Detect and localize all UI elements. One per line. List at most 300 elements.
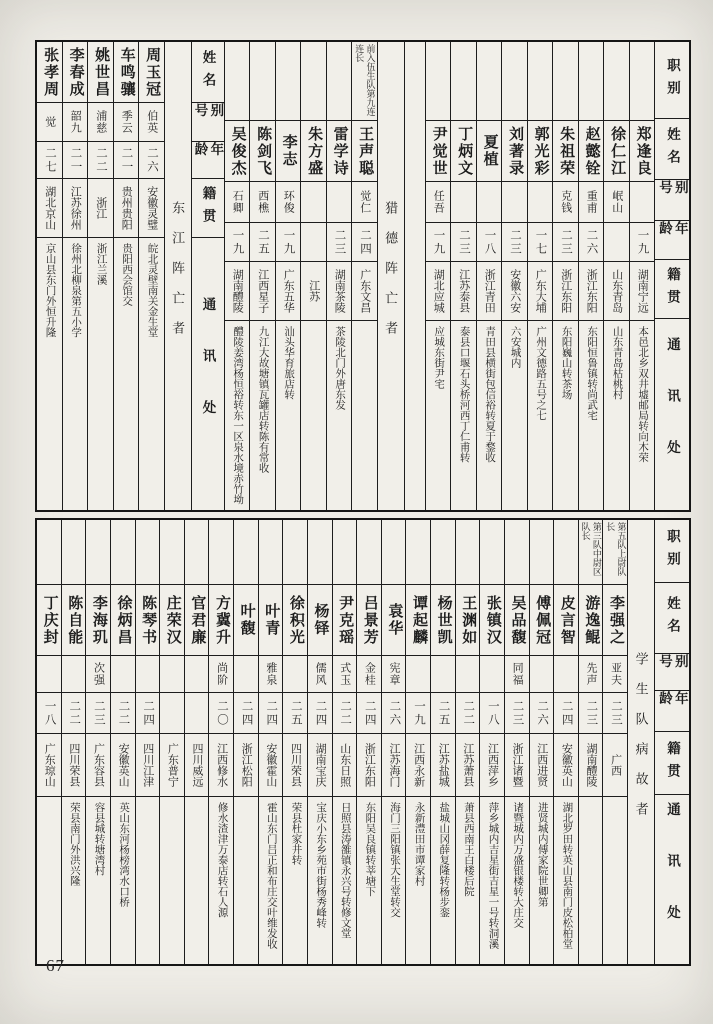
- origin-cell: 江西星子: [250, 262, 275, 321]
- header-age-label: 年龄: [655, 691, 689, 732]
- person-column-方冀升: [208, 520, 233, 964]
- address-cell: 容县城转塘湾村: [93, 802, 105, 876]
- age-cell: [301, 223, 326, 262]
- origin-cell: 江苏海门: [382, 734, 406, 797]
- address-cell: 诸暨城内万盛银楼转大庄交: [512, 802, 524, 928]
- origin-cell: 广西: [603, 734, 627, 797]
- name-cell: 尹克瑶: [333, 585, 357, 656]
- name-cell: 徐仁江: [604, 121, 629, 182]
- alias-cell: [62, 656, 86, 693]
- address-cell: 贵阳西会馆交: [121, 243, 133, 306]
- role-cell: [456, 520, 480, 585]
- name-cell: 夏植: [477, 121, 502, 182]
- origin-cell: 浙江: [88, 179, 113, 238]
- header-origin-label: 籍贯: [655, 260, 689, 319]
- name-cell: 丁炳文: [451, 121, 476, 182]
- name-cell: 郑逢良: [630, 121, 655, 182]
- origin-cell: 浙江东阳: [553, 262, 578, 321]
- address-cell: 东阳恒鲁镇转尚武宅: [586, 326, 598, 421]
- age-cell: [160, 693, 184, 734]
- address-cell: 京山县东门外恒升隆: [44, 243, 56, 338]
- age-cell: 二三: [502, 223, 527, 262]
- header-name-label: 姓名: [192, 42, 224, 103]
- address-cell: [160, 797, 184, 964]
- person-column-姚世昌: [87, 42, 113, 510]
- person-column-朱方盛: [300, 42, 326, 510]
- age-cell: 二三: [603, 693, 627, 734]
- role-cell: [301, 42, 326, 121]
- person-column-李春成: [62, 42, 88, 510]
- address-cell: 海门三阳镇张大生堂转交: [388, 802, 400, 918]
- person-column-叶青: [258, 520, 283, 964]
- address-cell: 皖北灵壁南关金生堂: [146, 243, 158, 338]
- name-cell: 朱方盛: [301, 121, 326, 182]
- header-age-label: 年龄: [192, 142, 224, 179]
- section-divider-label: 猎德阵亡者: [383, 201, 399, 351]
- alias-cell: 季云: [114, 103, 139, 142]
- person-column-王声聪: [351, 42, 377, 510]
- address-cell: 汕头华育旅店转: [283, 326, 295, 400]
- person-column-庄荣汉: [159, 520, 184, 964]
- age-cell: 二四: [259, 693, 283, 734]
- alias-cell: [37, 656, 61, 693]
- age-cell: 二一: [63, 142, 88, 179]
- person-column-夏植: [476, 42, 502, 510]
- age-cell: 二四: [234, 693, 258, 734]
- address-cell: 徐州北柳泉第五小学: [70, 243, 82, 338]
- person-column-叶馥: [233, 520, 258, 964]
- age-cell: 一九: [426, 223, 451, 262]
- name-cell: 袁华: [382, 585, 406, 656]
- name-cell: 官君廉: [185, 585, 209, 656]
- origin-cell: 安徽六安: [502, 262, 527, 321]
- name-cell: 李志: [276, 121, 301, 182]
- address-cell: [579, 797, 603, 964]
- person-column-赵懿铨: [578, 42, 604, 510]
- address-cell: 浙江兰溪: [95, 243, 107, 285]
- address-cell: [37, 797, 61, 964]
- role-cell: [86, 520, 110, 585]
- origin-cell: 安徽灵璧: [139, 179, 164, 238]
- name-cell: 周玉冠: [139, 42, 164, 103]
- person-column-朱祖荣: [552, 42, 578, 510]
- address-cell: 萧县西南王白楼后院: [462, 802, 474, 897]
- person-column-李强之: [602, 520, 627, 964]
- alias-cell: 儒风: [308, 656, 332, 693]
- address-cell: 霍山东门吕正和布庄交叶维发收: [265, 802, 277, 949]
- role-cell: [431, 520, 455, 585]
- header-name-label: 姓名: [655, 583, 689, 654]
- person-column-徐积光: [282, 520, 307, 964]
- alias-cell: [283, 656, 307, 693]
- alias-cell: 觉: [37, 103, 62, 142]
- page-number: 67: [46, 956, 65, 975]
- person-column-袁华: [381, 520, 406, 964]
- person-column-李海玑: [85, 520, 110, 964]
- alias-cell: 宪章: [382, 656, 406, 693]
- alias-cell: 重甫: [579, 182, 604, 223]
- name-cell: 徐炳昌: [111, 585, 135, 656]
- person-column-李志: [275, 42, 301, 510]
- age-cell: 一九: [225, 223, 250, 262]
- name-cell: 雷学诗: [327, 121, 352, 182]
- role-cell: [357, 520, 381, 585]
- address-cell: 青田县横街包信裕转夏于鍪收: [484, 326, 496, 463]
- address-cell: 进贤城内傅家院世卿第: [536, 802, 548, 907]
- header-name-label: 姓名: [655, 119, 689, 180]
- role-cell: [283, 520, 307, 585]
- alias-cell: 克钱: [553, 182, 578, 223]
- person-column-徐炳昌: [110, 520, 135, 964]
- origin-cell: 广东容县: [86, 734, 110, 797]
- role-cell: [276, 42, 301, 121]
- spacer-column: [404, 42, 425, 510]
- origin-cell: 湖北应城: [426, 262, 451, 321]
- role-cell: 前入伍生队第九连连长: [352, 42, 377, 121]
- alias-cell: 尚阶: [209, 656, 233, 693]
- age-cell: 二六: [382, 693, 406, 734]
- origin-cell: 湖南宝庆: [308, 734, 332, 797]
- name-cell: 车鸣骧: [114, 42, 139, 103]
- lower-roster-table: [35, 518, 691, 966]
- age-cell: 二四: [357, 693, 381, 734]
- name-cell: 方冀升: [209, 585, 233, 656]
- address-cell: 萍乡城内吉星街吉星一号转洞溪: [487, 802, 499, 949]
- person-column-王渊如: [455, 520, 480, 964]
- origin-cell: 江西萍乡: [480, 734, 504, 797]
- role-cell: [382, 520, 406, 585]
- name-cell: 刘著录: [502, 121, 527, 182]
- age-cell: 二二: [62, 693, 86, 734]
- role-cell: [136, 520, 160, 585]
- name-cell: 李强之: [603, 585, 627, 656]
- person-column-陈剑飞: [249, 42, 275, 510]
- address-cell: 荣县杜家井转: [290, 802, 302, 865]
- role-cell: [477, 42, 502, 121]
- name-cell: 王渊如: [456, 585, 480, 656]
- header-column: [191, 42, 224, 510]
- origin-cell: 浙江诸暨: [505, 734, 529, 797]
- address-cell: 泰县口堰石头桥河西丁仁甫转: [458, 326, 470, 463]
- age-cell: 二五: [250, 223, 275, 262]
- role-cell: [553, 42, 578, 121]
- address-cell: 盐城山冈薛复隆转杨步銮: [438, 802, 450, 918]
- origin-cell: 浙江青田: [477, 262, 502, 321]
- name-cell: 谭起麟: [406, 585, 430, 656]
- name-cell: 姚世昌: [88, 42, 113, 103]
- age-cell: 二二: [111, 693, 135, 734]
- person-column-游逸鲲: [578, 520, 603, 964]
- role-cell: [250, 42, 275, 121]
- person-column-吴俊杰: [224, 42, 250, 510]
- role-cell: [333, 520, 357, 585]
- person-column-张孝周: [37, 42, 62, 510]
- age-cell: 一七: [528, 223, 553, 262]
- alias-cell: [451, 182, 476, 223]
- alias-cell: [456, 656, 480, 693]
- name-cell: 王声聪: [352, 121, 377, 182]
- role-cell: [554, 520, 578, 585]
- origin-cell: 浙江东阳: [579, 262, 604, 321]
- alias-cell: [528, 182, 553, 223]
- role-cell: [630, 42, 655, 121]
- age-cell: 二三: [327, 223, 352, 262]
- header-origin-label: 籍贯: [192, 179, 224, 238]
- name-cell: 杨世凯: [431, 585, 455, 656]
- alias-cell: [502, 182, 527, 223]
- origin-cell: 安徽英山: [111, 734, 135, 797]
- age-cell: 二二: [456, 693, 480, 734]
- origin-cell: 山东日照: [333, 734, 357, 797]
- alias-cell: [185, 656, 209, 693]
- origin-cell: 江苏徐州: [63, 179, 88, 238]
- address-cell: 英山东河杨榜湾水口桥: [118, 802, 130, 907]
- origin-cell: 江苏萧县: [456, 734, 480, 797]
- name-cell: 游逸鲲: [579, 585, 603, 656]
- person-column-尹觉世: [425, 42, 451, 510]
- alias-cell: 同福: [505, 656, 529, 693]
- name-cell: 吴俊杰: [225, 121, 250, 182]
- alias-cell: [160, 656, 184, 693]
- name-cell: 陈自能: [62, 585, 86, 656]
- address-cell: [301, 321, 326, 510]
- person-column-皮言智: [553, 520, 578, 964]
- address-cell: 荣县南门外洪兴隆: [68, 802, 80, 886]
- name-cell: 吕景芳: [357, 585, 381, 656]
- age-cell: 二二: [88, 142, 113, 179]
- alias-cell: [234, 656, 258, 693]
- address-cell: 九江大故塘镇瓦罐店转陈有常收: [257, 326, 269, 473]
- origin-cell: 浙江东阳: [357, 734, 381, 797]
- age-cell: 二五: [283, 693, 307, 734]
- role-cell: [185, 520, 209, 585]
- name-cell: 张镇汉: [480, 585, 504, 656]
- section-divider-label: 东江阵亡者: [170, 201, 186, 351]
- name-cell: 皮言智: [554, 585, 578, 656]
- header-alias-label: 别号: [655, 654, 689, 691]
- person-column-车鸣骧: [113, 42, 139, 510]
- age-cell: 二三: [579, 693, 603, 734]
- role-cell: [604, 42, 629, 121]
- origin-cell: 贵州贵阳: [114, 179, 139, 238]
- person-column-陈自能: [61, 520, 86, 964]
- role-cell: 第三队中尉区队长: [579, 520, 603, 585]
- age-cell: 二三: [86, 693, 110, 734]
- origin-cell: 安徽英山: [554, 734, 578, 797]
- alias-cell: 岷山: [604, 182, 629, 223]
- alias-cell: 环俊: [276, 182, 301, 223]
- person-column-吴品馥: [504, 520, 529, 964]
- name-cell: 叶馥: [234, 585, 258, 656]
- alias-cell: [530, 656, 554, 693]
- alias-cell: 先声: [579, 656, 603, 693]
- role-cell: [308, 520, 332, 585]
- origin-cell: 四川威远: [185, 734, 209, 797]
- person-column-丁炳文: [450, 42, 476, 510]
- origin-cell: 四川荣县: [283, 734, 307, 797]
- name-cell: 徐积光: [283, 585, 307, 656]
- role-cell: [528, 42, 553, 121]
- person-column-傅佩冠: [529, 520, 554, 964]
- origin-cell: 江西修水: [209, 734, 233, 797]
- alias-cell: [327, 182, 352, 223]
- alias-cell: [554, 656, 578, 693]
- role-cell: [530, 520, 554, 585]
- header-address-label: 通讯处: [664, 802, 680, 957]
- role-cell: [426, 42, 451, 121]
- age-cell: 二一: [114, 142, 139, 179]
- person-column-周玉冠: [138, 42, 164, 510]
- address-cell: 茶陵北门外唐东发: [334, 326, 346, 410]
- name-cell: 李春成: [63, 42, 88, 103]
- person-column-陈琴书: [135, 520, 160, 964]
- person-column-杨铎: [307, 520, 332, 964]
- origin-cell: 广东大埔: [528, 262, 553, 321]
- origin-cell: 广东五华: [276, 262, 301, 321]
- person-column-尹克瑶: [332, 520, 357, 964]
- section-divider: [627, 520, 654, 964]
- header-role-label: 职别: [655, 520, 689, 583]
- age-cell: 一八: [477, 223, 502, 262]
- address-cell: 东阳巍山转茶场: [560, 326, 572, 400]
- header-address-label: 通讯处: [200, 296, 216, 452]
- name-cell: 陈琴书: [136, 585, 160, 656]
- header-age-label: 年龄: [655, 221, 689, 260]
- address-cell: 修水渣津万泰店转石人源: [216, 802, 228, 918]
- role-cell: [111, 520, 135, 585]
- address-cell: 宝庆小东乡苑市街杨秀峰转: [315, 802, 327, 928]
- section-divider: [164, 42, 191, 510]
- role-cell: [406, 520, 430, 585]
- alias-cell: 伯英: [139, 103, 164, 142]
- alias-cell: [301, 182, 326, 223]
- address-cell: 日照县涛雒镇永兴号转修文堂: [339, 802, 351, 939]
- alias-cell: [431, 656, 455, 693]
- alias-cell: 韶九: [63, 103, 88, 142]
- person-column-郭光彩: [527, 42, 553, 510]
- person-column-丁庆封: [37, 520, 61, 964]
- age-cell: 二二: [333, 693, 357, 734]
- address-cell: 六安城内: [509, 326, 521, 368]
- alias-cell: [406, 656, 430, 693]
- age-cell: 二六: [530, 693, 554, 734]
- name-cell: 叶青: [259, 585, 283, 656]
- header-origin-label: 籍贯: [655, 732, 689, 795]
- age-cell: 二六: [139, 142, 164, 179]
- role-cell: [160, 520, 184, 585]
- address-cell: 永新澧田市谭家村: [413, 802, 425, 886]
- section-divider: [377, 42, 404, 510]
- address-cell: 东阳吴良镇转莘塘下: [364, 802, 376, 897]
- role-cell: [480, 520, 504, 585]
- person-column-谭起麟: [405, 520, 430, 964]
- role-cell: [505, 520, 529, 585]
- person-column-官君廉: [184, 520, 209, 964]
- section-divider-label: 学生队病故者: [633, 652, 649, 832]
- role-cell: [62, 520, 86, 585]
- origin-cell: 浙江松阳: [234, 734, 258, 797]
- origin-cell: 山东青岛: [604, 262, 629, 321]
- address-cell: 山东青岛枯桃村: [611, 326, 623, 400]
- age-cell: 一九: [630, 223, 655, 262]
- age-cell: 二七: [37, 142, 62, 179]
- role-cell: [259, 520, 283, 585]
- origin-cell: 江西永新: [406, 734, 430, 797]
- age-cell: 一八: [480, 693, 504, 734]
- origin-cell: 江西进贤: [530, 734, 554, 797]
- age-cell: 二五: [431, 693, 455, 734]
- age-cell: [185, 693, 209, 734]
- origin-cell: 江苏: [301, 262, 326, 321]
- alias-cell: 次强: [86, 656, 110, 693]
- name-cell: 尹觉世: [426, 121, 451, 182]
- age-cell: 二四: [136, 693, 160, 734]
- alias-cell: 雅泉: [259, 656, 283, 693]
- alias-cell: [477, 182, 502, 223]
- header-alias-label: 别号: [192, 103, 224, 142]
- address-cell: 湖北罗田转英山县南门皮松柏堂: [561, 802, 573, 949]
- alias-cell: 石卿: [225, 182, 250, 223]
- origin-cell: 湖南宁远: [630, 262, 655, 321]
- role-cell: [327, 42, 352, 121]
- name-cell: 杨铎: [308, 585, 332, 656]
- role-cell: [234, 520, 258, 585]
- header-address-label: 通讯处: [664, 337, 680, 492]
- age-cell: 二四: [554, 693, 578, 734]
- age-cell: 二四: [352, 223, 377, 262]
- name-cell: 丁庆封: [37, 585, 61, 656]
- alias-cell: [480, 656, 504, 693]
- name-cell: 朱祖荣: [553, 121, 578, 182]
- origin-cell: 广东文昌: [352, 262, 377, 321]
- origin-cell: 四川江津: [136, 734, 160, 797]
- address-cell: [185, 797, 209, 964]
- role-cell: [225, 42, 250, 121]
- alias-cell: 西樵: [250, 182, 275, 223]
- header-column: [654, 520, 689, 964]
- role-cell: 第五队上尉队长: [603, 520, 627, 585]
- origin-cell: 四川荣县: [62, 734, 86, 797]
- person-column-杨世凯: [430, 520, 455, 964]
- alias-cell: 浦慈: [88, 103, 113, 142]
- person-column-吕景芳: [356, 520, 381, 964]
- role-cell: [209, 520, 233, 585]
- header-column: [654, 42, 689, 510]
- person-column-张镇汉: [479, 520, 504, 964]
- alias-cell: 金桂: [357, 656, 381, 693]
- alias-cell: [111, 656, 135, 693]
- origin-cell: 湖南醴陵: [579, 734, 603, 797]
- role-cell: [37, 520, 61, 585]
- origin-cell: 江苏泰县: [451, 262, 476, 321]
- alias-cell: 觉仁: [352, 182, 377, 223]
- person-column-刘著录: [501, 42, 527, 510]
- age-cell: 二三: [505, 693, 529, 734]
- origin-cell: 广东普宁: [160, 734, 184, 797]
- origin-cell: 广东琼山: [37, 734, 61, 797]
- address-cell: 本邑北乡双井墟邮局转向木荣: [637, 326, 649, 463]
- address-cell: 广州文德路五号之七: [535, 326, 547, 421]
- age-cell: 一八: [37, 693, 61, 734]
- upper-roster-table: [35, 40, 691, 512]
- origin-cell: 湖北京山: [37, 179, 62, 238]
- name-cell: 陈剑飞: [250, 121, 275, 182]
- person-column-徐仁江: [603, 42, 629, 510]
- name-cell: 傅佩冠: [530, 585, 554, 656]
- address-cell: [234, 797, 258, 964]
- alias-cell: [630, 182, 655, 223]
- alias-cell: 亚夫: [603, 656, 627, 693]
